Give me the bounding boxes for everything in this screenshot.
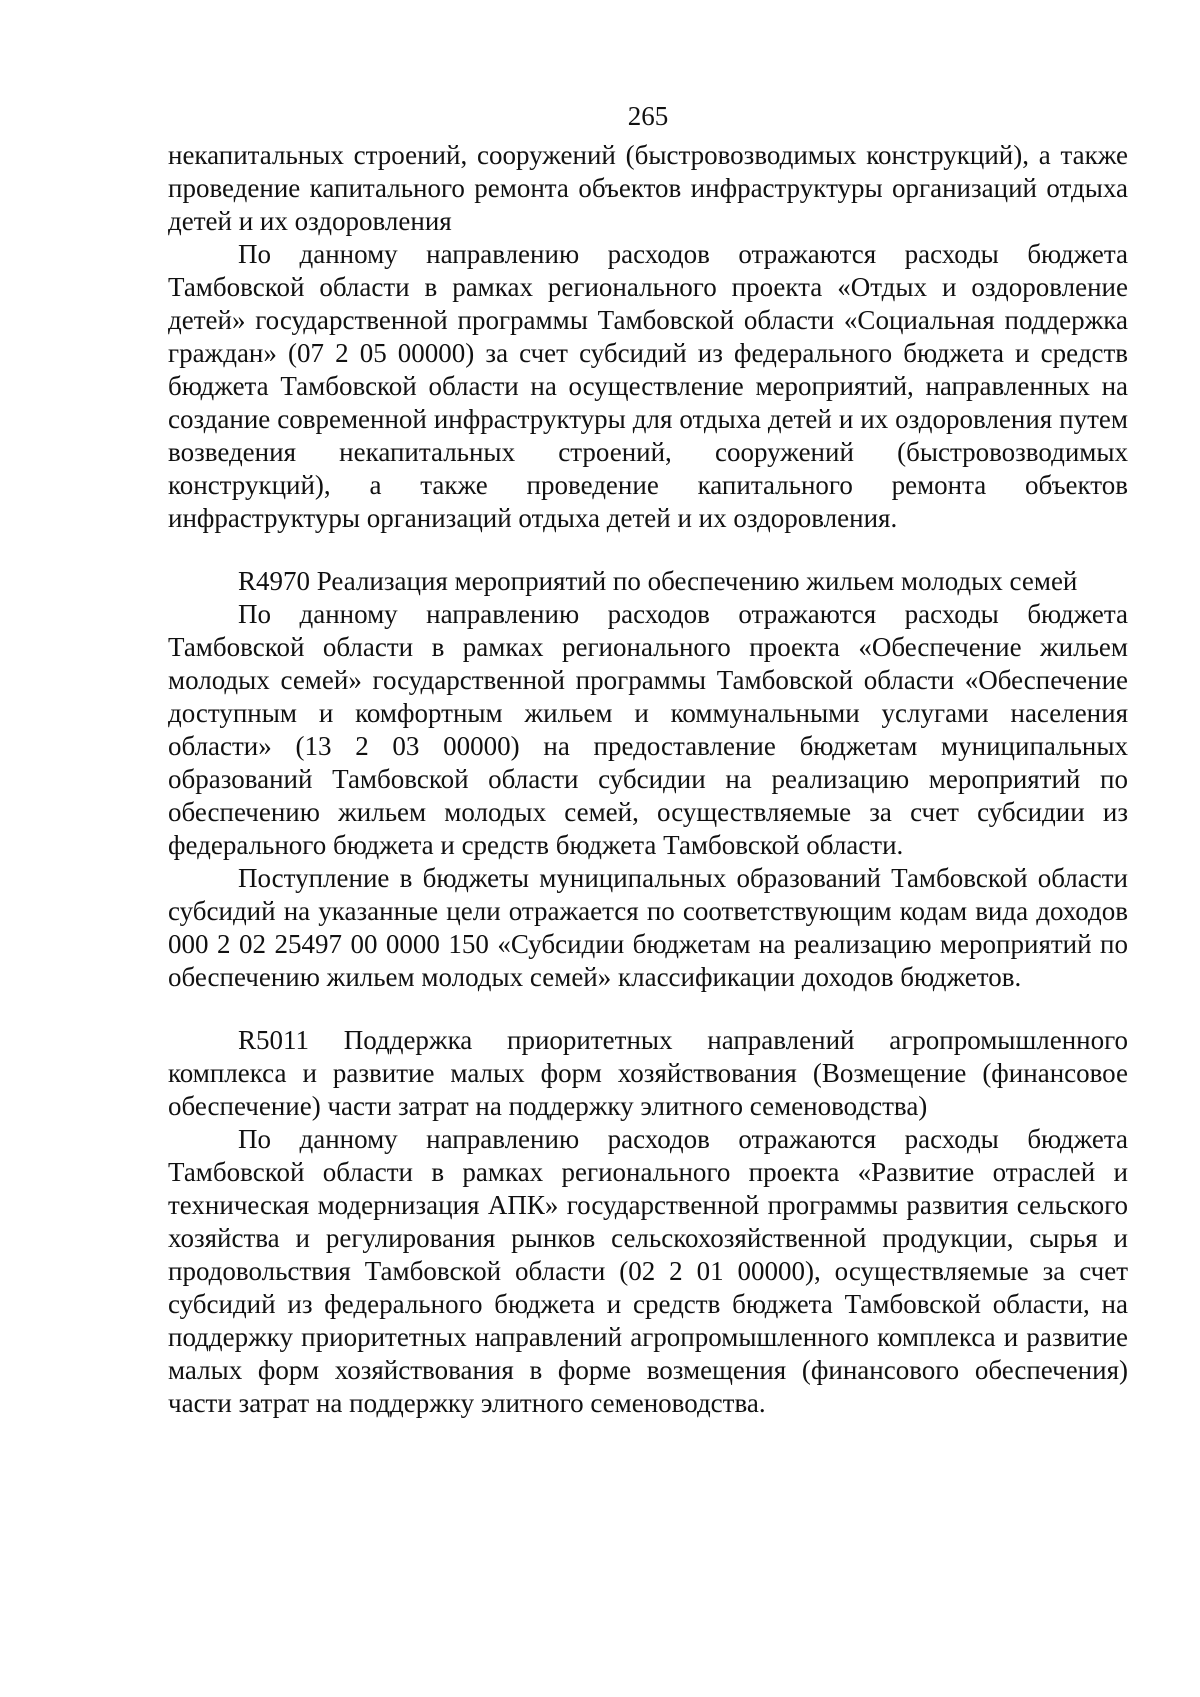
paragraph-body: По данному направлению расходов отражаются расходы бюджета Тамбовской области в рамках регионального проекта «Обеспечение жильем молодых семей» государственной программы Тамбовской области «Обеспечение доступным и комфортным жильем и коммунальными услугами населения области» (13 2 03 00000) на предоставление бюджетам муниципальных образований Тамбовской области субсидии на реализацию мероприятий по обеспечению жильем молодых семей, осуществляемые за счет субсидии из федерального бюджета и средств бюджета Тамбовской области. [168,599,1128,860]
paragraph-body: По данному направлению расходов отражаются расходы бюджета Тамбовской области в рамках регионального проекта «Отдых и оздоровление детей» государственной программы Тамбовской области «Социальная поддержка граждан» (07 2 05 00000) за счет субсидий из федерального бюджета и средств бюджета Тамбовской области на осуществление мероприятий, направленных на создание современной инфраструктуры для отдыха детей и их оздоровления путем возведения некапитальных строений, сооружений (быстровозводимых конструкций), а также проведение капитального ремонта объектов инфраструктуры организаций отдыха детей и их оздоровления. [168,239,1128,533]
paragraph-continuation: некапитальных строений, сооружений (быстровозводимых конструкций), а также проведение капитального ремонта объектов инфраструктуры организаций отдыха детей и их оздоровления [168,140,1128,236]
paragraph-body: Поступление в бюджеты муниципальных образований Тамбовской области субсидий на указанные цели отражается по соответствующим кодам вида доходов 000 2 02 25497 00 0000 150 «Субсидии бюджетам на реализацию мероприятий по обеспечению жильем молодых семей» классификации доходов бюджетов. [168,863,1128,992]
section-heading-r4970: R4970 Реализация мероприятий по обеспечению жильем молодых семей [238,566,1078,596]
page-number: 265 [627,101,669,131]
paragraph-body: По данному направлению расходов отражаются расходы бюджета Тамбовской области в рамках регионального проекта «Развитие отраслей и техническая модернизация АПК» государственной программы развития сельского хозяйства и регулирования рынков сельскохозяйственной продукции, сырья и продовольствия Тамбовской области (02 2 01 00000), осуществляемые за счет субсидий из федерального бюджета и средств бюджета Тамбовской области, на поддержку приоритетных направлений агропромышленного комплекса и развитие малых форм хозяйствования в форме возмещения (финансового обеспечения) части затрат на поддержку элитного семеноводства. [168,1124,1128,1418]
section-heading-r5011: R5011 Поддержка приоритетных направлений агропромышленного комплекса и развитие малых форм хозяйствования (Возмещение (финансовое обеспечение) части затрат на поддержку элитного семеноводства) [168,1025,1128,1121]
document-page [168,100,1128,1420]
